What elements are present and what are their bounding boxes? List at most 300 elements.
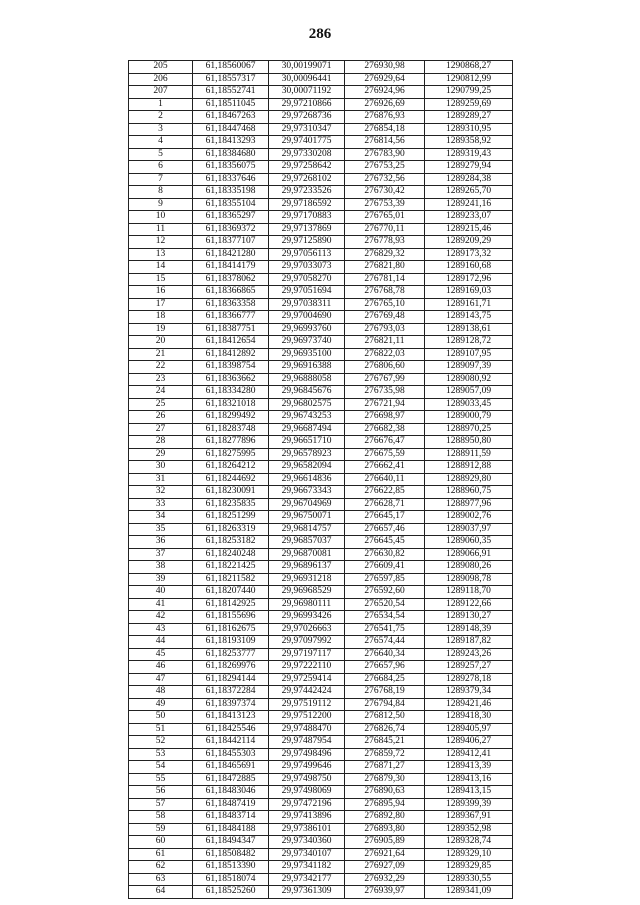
x-coordinate-cell: 276657,46 — [345, 523, 425, 536]
x-coordinate-cell: 276640,11 — [345, 473, 425, 486]
y-coordinate-cell: 1289405,97 — [425, 723, 513, 736]
point-number-cell: 36 — [129, 536, 193, 549]
longitude-cell: 29,97498496 — [269, 748, 345, 761]
point-number-cell: 23 — [129, 373, 193, 386]
table-row — [129, 773, 513, 786]
table-row — [129, 273, 513, 286]
latitude-cell: 61,18334280 — [193, 386, 269, 399]
point-number-cell: 35 — [129, 523, 193, 536]
point-number-cell: 37 — [129, 548, 193, 561]
longitude-cell: 29,97498069 — [269, 786, 345, 799]
table-row — [129, 586, 513, 599]
latitude-cell: 61,18244692 — [193, 473, 269, 486]
longitude-cell: 29,97499646 — [269, 761, 345, 774]
table-row — [129, 186, 513, 199]
point-number-cell: 57 — [129, 798, 193, 811]
table-row — [129, 611, 513, 624]
latitude-cell: 61,18142925 — [193, 598, 269, 611]
point-number-cell: 47 — [129, 673, 193, 686]
table-row — [129, 73, 513, 86]
x-coordinate-cell: 276927,09 — [345, 861, 425, 874]
table-row — [129, 236, 513, 249]
latitude-cell: 61,18384680 — [193, 148, 269, 161]
table-row — [129, 536, 513, 549]
table-row — [129, 461, 513, 474]
latitude-cell: 61,18207440 — [193, 586, 269, 599]
x-coordinate-cell: 276628,71 — [345, 498, 425, 511]
point-number-cell: 11 — [129, 223, 193, 236]
longitude-cell: 29,97341182 — [269, 861, 345, 874]
longitude-cell: 29,97361309 — [269, 886, 345, 899]
x-coordinate-cell: 276684,25 — [345, 673, 425, 686]
longitude-cell: 29,97004690 — [269, 311, 345, 324]
point-number-cell: 27 — [129, 423, 193, 436]
x-coordinate-cell: 276924,96 — [345, 86, 425, 99]
latitude-cell: 61,18377107 — [193, 236, 269, 249]
longitude-cell: 29,97401775 — [269, 136, 345, 149]
latitude-cell: 61,18442114 — [193, 736, 269, 749]
longitude-cell: 29,97268736 — [269, 111, 345, 124]
longitude-cell: 29,97310347 — [269, 123, 345, 136]
table-row — [129, 61, 513, 74]
y-coordinate-cell: 1289173,32 — [425, 248, 513, 261]
point-number-cell: 19 — [129, 323, 193, 336]
point-number-cell: 45 — [129, 648, 193, 661]
latitude-cell: 61,18321018 — [193, 398, 269, 411]
x-coordinate-cell: 276895,94 — [345, 798, 425, 811]
table-row — [129, 111, 513, 124]
table-row — [129, 173, 513, 186]
y-coordinate-cell: 1289080,92 — [425, 373, 513, 386]
table-row — [129, 86, 513, 99]
point-number-cell: 24 — [129, 386, 193, 399]
point-number-cell: 63 — [129, 873, 193, 886]
x-coordinate-cell: 276893,80 — [345, 823, 425, 836]
y-coordinate-cell: 1289148,39 — [425, 623, 513, 636]
longitude-cell: 29,96916388 — [269, 361, 345, 374]
x-coordinate-cell: 276859,72 — [345, 748, 425, 761]
x-coordinate-cell: 276622,85 — [345, 486, 425, 499]
x-coordinate-cell: 276871,27 — [345, 761, 425, 774]
point-number-cell: 7 — [129, 173, 193, 186]
x-coordinate-cell: 276929,64 — [345, 73, 425, 86]
point-number-cell: 29 — [129, 448, 193, 461]
y-coordinate-cell: 1289000,79 — [425, 411, 513, 424]
x-coordinate-cell: 276732,56 — [345, 173, 425, 186]
y-coordinate-cell: 1288960,75 — [425, 486, 513, 499]
x-coordinate-cell: 276770,11 — [345, 223, 425, 236]
point-number-cell: 10 — [129, 211, 193, 224]
table-row — [129, 886, 513, 899]
longitude-cell: 29,97026663 — [269, 623, 345, 636]
longitude-cell: 29,97442424 — [269, 686, 345, 699]
y-coordinate-cell: 1289413,15 — [425, 786, 513, 799]
y-coordinate-cell: 1289265,70 — [425, 186, 513, 199]
longitude-cell: 29,96651710 — [269, 436, 345, 449]
latitude-cell: 61,18412654 — [193, 336, 269, 349]
longitude-cell: 29,96993760 — [269, 323, 345, 336]
latitude-cell: 61,18511045 — [193, 98, 269, 111]
table-row — [129, 473, 513, 486]
y-coordinate-cell: 1289241,16 — [425, 198, 513, 211]
longitude-cell: 29,97342177 — [269, 873, 345, 886]
x-coordinate-cell: 276735,98 — [345, 386, 425, 399]
x-coordinate-cell: 276753,25 — [345, 161, 425, 174]
point-number-cell: 206 — [129, 73, 193, 86]
y-coordinate-cell: 1289329,10 — [425, 848, 513, 861]
point-number-cell: 48 — [129, 686, 193, 699]
y-coordinate-cell: 1289406,27 — [425, 736, 513, 749]
longitude-cell: 30,00096441 — [269, 73, 345, 86]
point-number-cell: 58 — [129, 811, 193, 824]
table-row — [129, 836, 513, 849]
y-coordinate-cell: 1290812,99 — [425, 73, 513, 86]
latitude-cell: 61,18240248 — [193, 548, 269, 561]
x-coordinate-cell: 276645,17 — [345, 511, 425, 524]
table-row — [129, 648, 513, 661]
y-coordinate-cell: 1289352,98 — [425, 823, 513, 836]
longitude-cell: 29,97498750 — [269, 773, 345, 786]
y-coordinate-cell: 1289418,30 — [425, 711, 513, 724]
point-number-cell: 42 — [129, 611, 193, 624]
longitude-cell: 29,97512200 — [269, 711, 345, 724]
point-number-cell: 20 — [129, 336, 193, 349]
latitude-cell: 61,18378062 — [193, 273, 269, 286]
table-row — [129, 786, 513, 799]
table-row — [129, 798, 513, 811]
longitude-cell: 29,96687494 — [269, 423, 345, 436]
latitude-cell: 61,18294144 — [193, 673, 269, 686]
point-number-cell: 44 — [129, 636, 193, 649]
x-coordinate-cell: 276662,41 — [345, 461, 425, 474]
latitude-cell: 61,18484188 — [193, 823, 269, 836]
point-number-cell: 61 — [129, 848, 193, 861]
table-row — [129, 261, 513, 274]
x-coordinate-cell: 276794,84 — [345, 698, 425, 711]
table-row — [129, 561, 513, 574]
y-coordinate-cell: 1289037,97 — [425, 523, 513, 536]
table-row — [129, 211, 513, 224]
table-row — [129, 848, 513, 861]
longitude-cell: 29,97386101 — [269, 823, 345, 836]
table-row — [129, 436, 513, 449]
latitude-cell: 61,18483046 — [193, 786, 269, 799]
table-row — [129, 448, 513, 461]
latitude-cell: 61,18366865 — [193, 286, 269, 299]
longitude-cell: 29,97186592 — [269, 198, 345, 211]
table-row — [129, 511, 513, 524]
latitude-cell: 61,18465691 — [193, 761, 269, 774]
y-coordinate-cell: 1289160,68 — [425, 261, 513, 274]
y-coordinate-cell: 1289310,95 — [425, 123, 513, 136]
point-number-cell: 43 — [129, 623, 193, 636]
point-number-cell: 16 — [129, 286, 193, 299]
latitude-cell: 61,18235835 — [193, 498, 269, 511]
point-number-cell: 55 — [129, 773, 193, 786]
longitude-cell: 29,96993426 — [269, 611, 345, 624]
latitude-cell: 61,18283748 — [193, 423, 269, 436]
latitude-cell: 61,18264212 — [193, 461, 269, 474]
longitude-cell: 29,97210866 — [269, 98, 345, 111]
x-coordinate-cell: 276930,98 — [345, 61, 425, 74]
latitude-cell: 61,18363662 — [193, 373, 269, 386]
y-coordinate-cell: 1289233,07 — [425, 211, 513, 224]
latitude-cell: 61,18253777 — [193, 648, 269, 661]
latitude-cell: 61,18414179 — [193, 261, 269, 274]
latitude-cell: 61,18387751 — [193, 323, 269, 336]
x-coordinate-cell: 276520,54 — [345, 598, 425, 611]
table-row — [129, 623, 513, 636]
longitude-cell: 29,96802575 — [269, 398, 345, 411]
longitude-cell: 29,96973740 — [269, 336, 345, 349]
table-row — [129, 636, 513, 649]
y-coordinate-cell: 1289399,39 — [425, 798, 513, 811]
latitude-cell: 61,18425546 — [193, 723, 269, 736]
x-coordinate-cell: 276921,64 — [345, 848, 425, 861]
longitude-cell: 29,96673343 — [269, 486, 345, 499]
y-coordinate-cell: 1289413,39 — [425, 761, 513, 774]
y-coordinate-cell: 1289257,27 — [425, 661, 513, 674]
point-number-cell: 22 — [129, 361, 193, 374]
table-row — [129, 811, 513, 824]
point-number-cell: 50 — [129, 711, 193, 724]
y-coordinate-cell: 1289060,35 — [425, 536, 513, 549]
point-number-cell: 18 — [129, 311, 193, 324]
longitude-cell: 29,97033073 — [269, 261, 345, 274]
table-row — [129, 361, 513, 374]
point-number-cell: 49 — [129, 698, 193, 711]
latitude-cell: 61,18494347 — [193, 836, 269, 849]
point-number-cell: 4 — [129, 136, 193, 149]
point-number-cell: 41 — [129, 598, 193, 611]
table-row — [129, 123, 513, 136]
point-number-cell: 59 — [129, 823, 193, 836]
x-coordinate-cell: 276939,97 — [345, 886, 425, 899]
table-row — [129, 411, 513, 424]
table-row — [129, 336, 513, 349]
point-number-cell: 3 — [129, 123, 193, 136]
y-coordinate-cell: 1289066,91 — [425, 548, 513, 561]
latitude-cell: 61,18355104 — [193, 198, 269, 211]
table-row — [129, 861, 513, 874]
latitude-cell: 61,18372284 — [193, 686, 269, 699]
x-coordinate-cell: 276675,59 — [345, 448, 425, 461]
point-number-cell: 46 — [129, 661, 193, 674]
table-row — [129, 373, 513, 386]
y-coordinate-cell: 1289033,45 — [425, 398, 513, 411]
latitude-cell: 61,18363358 — [193, 298, 269, 311]
longitude-cell: 29,97170883 — [269, 211, 345, 224]
longitude-cell: 29,97258642 — [269, 161, 345, 174]
latitude-cell: 61,18162675 — [193, 623, 269, 636]
longitude-cell: 29,97222110 — [269, 661, 345, 674]
y-coordinate-cell: 1288912,88 — [425, 461, 513, 474]
latitude-cell: 61,18447468 — [193, 123, 269, 136]
y-coordinate-cell: 1289319,43 — [425, 148, 513, 161]
longitude-cell: 29,96845676 — [269, 386, 345, 399]
x-coordinate-cell: 276768,78 — [345, 286, 425, 299]
latitude-cell: 61,18269976 — [193, 661, 269, 674]
point-number-cell: 38 — [129, 561, 193, 574]
table-row — [129, 386, 513, 399]
y-coordinate-cell: 1288970,25 — [425, 423, 513, 436]
longitude-cell: 29,97487954 — [269, 736, 345, 749]
latitude-cell: 61,18421280 — [193, 248, 269, 261]
table-row — [129, 148, 513, 161]
latitude-cell: 61,18230091 — [193, 486, 269, 499]
y-coordinate-cell: 1289278,18 — [425, 673, 513, 686]
longitude-cell: 29,97340107 — [269, 848, 345, 861]
longitude-cell: 29,96614836 — [269, 473, 345, 486]
x-coordinate-cell: 276829,32 — [345, 248, 425, 261]
table-row — [129, 823, 513, 836]
table-row — [129, 223, 513, 236]
longitude-cell: 29,97472196 — [269, 798, 345, 811]
point-number-cell: 51 — [129, 723, 193, 736]
longitude-cell: 29,97056113 — [269, 248, 345, 261]
x-coordinate-cell: 276854,18 — [345, 123, 425, 136]
longitude-cell: 29,97330208 — [269, 148, 345, 161]
y-coordinate-cell: 1289330,55 — [425, 873, 513, 886]
x-coordinate-cell: 276812,50 — [345, 711, 425, 724]
latitude-cell: 61,18455303 — [193, 748, 269, 761]
x-coordinate-cell: 276768,19 — [345, 686, 425, 699]
y-coordinate-cell: 1288950,80 — [425, 436, 513, 449]
y-coordinate-cell: 1289284,38 — [425, 173, 513, 186]
table-row — [129, 723, 513, 736]
y-coordinate-cell: 1289243,26 — [425, 648, 513, 661]
y-coordinate-cell: 1289161,71 — [425, 298, 513, 311]
latitude-cell: 61,18365297 — [193, 211, 269, 224]
table-row — [129, 673, 513, 686]
longitude-cell: 30,00071192 — [269, 86, 345, 99]
latitude-cell: 61,18337646 — [193, 173, 269, 186]
x-coordinate-cell: 276698,97 — [345, 411, 425, 424]
longitude-cell: 29,97519112 — [269, 698, 345, 711]
latitude-cell: 61,18467263 — [193, 111, 269, 124]
y-coordinate-cell: 1289379,34 — [425, 686, 513, 699]
longitude-cell: 29,96750071 — [269, 511, 345, 524]
point-number-cell: 33 — [129, 498, 193, 511]
y-coordinate-cell: 1289097,39 — [425, 361, 513, 374]
y-coordinate-cell: 1289367,91 — [425, 811, 513, 824]
longitude-cell: 29,97488470 — [269, 723, 345, 736]
y-coordinate-cell: 1289118,70 — [425, 586, 513, 599]
point-number-cell: 13 — [129, 248, 193, 261]
table-row — [129, 661, 513, 674]
point-number-cell: 52 — [129, 736, 193, 749]
x-coordinate-cell: 276769,48 — [345, 311, 425, 324]
y-coordinate-cell: 1288977,96 — [425, 498, 513, 511]
y-coordinate-cell: 1288929,80 — [425, 473, 513, 486]
coordinates-table-body — [129, 61, 513, 899]
y-coordinate-cell: 1289289,27 — [425, 111, 513, 124]
longitude-cell: 29,96968529 — [269, 586, 345, 599]
table-row — [129, 398, 513, 411]
point-number-cell: 28 — [129, 436, 193, 449]
x-coordinate-cell: 276926,69 — [345, 98, 425, 111]
latitude-cell: 61,18398754 — [193, 361, 269, 374]
point-number-cell: 12 — [129, 236, 193, 249]
latitude-cell: 61,18513390 — [193, 861, 269, 874]
y-coordinate-cell: 1290799,25 — [425, 86, 513, 99]
x-coordinate-cell: 276806,60 — [345, 361, 425, 374]
point-number-cell: 5 — [129, 148, 193, 161]
x-coordinate-cell: 276783,90 — [345, 148, 425, 161]
y-coordinate-cell: 1289209,29 — [425, 236, 513, 249]
y-coordinate-cell: 1289421,46 — [425, 698, 513, 711]
y-coordinate-cell: 1289169,03 — [425, 286, 513, 299]
latitude-cell: 61,18560067 — [193, 61, 269, 74]
coordinates-table — [128, 60, 513, 899]
point-number-cell: 25 — [129, 398, 193, 411]
point-number-cell: 6 — [129, 161, 193, 174]
x-coordinate-cell: 276640,34 — [345, 648, 425, 661]
latitude-cell: 61,18557317 — [193, 73, 269, 86]
point-number-cell: 26 — [129, 411, 193, 424]
x-coordinate-cell: 276730,42 — [345, 186, 425, 199]
longitude-cell: 29,97233526 — [269, 186, 345, 199]
latitude-cell: 61,18525260 — [193, 886, 269, 899]
table-row — [129, 686, 513, 699]
x-coordinate-cell: 276597,85 — [345, 573, 425, 586]
latitude-cell: 61,18356075 — [193, 161, 269, 174]
table-row — [129, 136, 513, 149]
x-coordinate-cell: 276821,11 — [345, 336, 425, 349]
x-coordinate-cell: 276676,47 — [345, 436, 425, 449]
y-coordinate-cell: 1289259,69 — [425, 98, 513, 111]
y-coordinate-cell: 1289130,27 — [425, 611, 513, 624]
table-row — [129, 486, 513, 499]
point-number-cell: 40 — [129, 586, 193, 599]
latitude-cell: 61,18413123 — [193, 711, 269, 724]
y-coordinate-cell: 1289172,96 — [425, 273, 513, 286]
y-coordinate-cell: 1289098,78 — [425, 573, 513, 586]
longitude-cell: 29,97137869 — [269, 223, 345, 236]
latitude-cell: 61,18253182 — [193, 536, 269, 549]
x-coordinate-cell: 276534,54 — [345, 611, 425, 624]
table-row — [129, 573, 513, 586]
table-row — [129, 323, 513, 336]
latitude-cell: 61,18369372 — [193, 223, 269, 236]
longitude-cell: 29,96704969 — [269, 498, 345, 511]
longitude-cell: 29,97097992 — [269, 636, 345, 649]
y-coordinate-cell: 1289413,16 — [425, 773, 513, 786]
point-number-cell: 2 — [129, 111, 193, 124]
point-number-cell: 60 — [129, 836, 193, 849]
longitude-cell: 29,96896137 — [269, 561, 345, 574]
longitude-cell: 29,96870081 — [269, 548, 345, 561]
point-number-cell: 14 — [129, 261, 193, 274]
point-number-cell: 8 — [129, 186, 193, 199]
table-row — [129, 523, 513, 536]
table-row — [129, 548, 513, 561]
y-coordinate-cell: 1289279,94 — [425, 161, 513, 174]
x-coordinate-cell: 276905,89 — [345, 836, 425, 849]
x-coordinate-cell: 276753,39 — [345, 198, 425, 211]
x-coordinate-cell: 276892,80 — [345, 811, 425, 824]
table-row — [129, 711, 513, 724]
longitude-cell: 29,97038311 — [269, 298, 345, 311]
x-coordinate-cell: 276645,45 — [345, 536, 425, 549]
latitude-cell: 61,18277896 — [193, 436, 269, 449]
table-row — [129, 248, 513, 261]
table-row — [129, 348, 513, 361]
latitude-cell: 61,18472885 — [193, 773, 269, 786]
longitude-cell: 30,00199071 — [269, 61, 345, 74]
y-coordinate-cell: 1289080,26 — [425, 561, 513, 574]
point-number-cell: 207 — [129, 86, 193, 99]
